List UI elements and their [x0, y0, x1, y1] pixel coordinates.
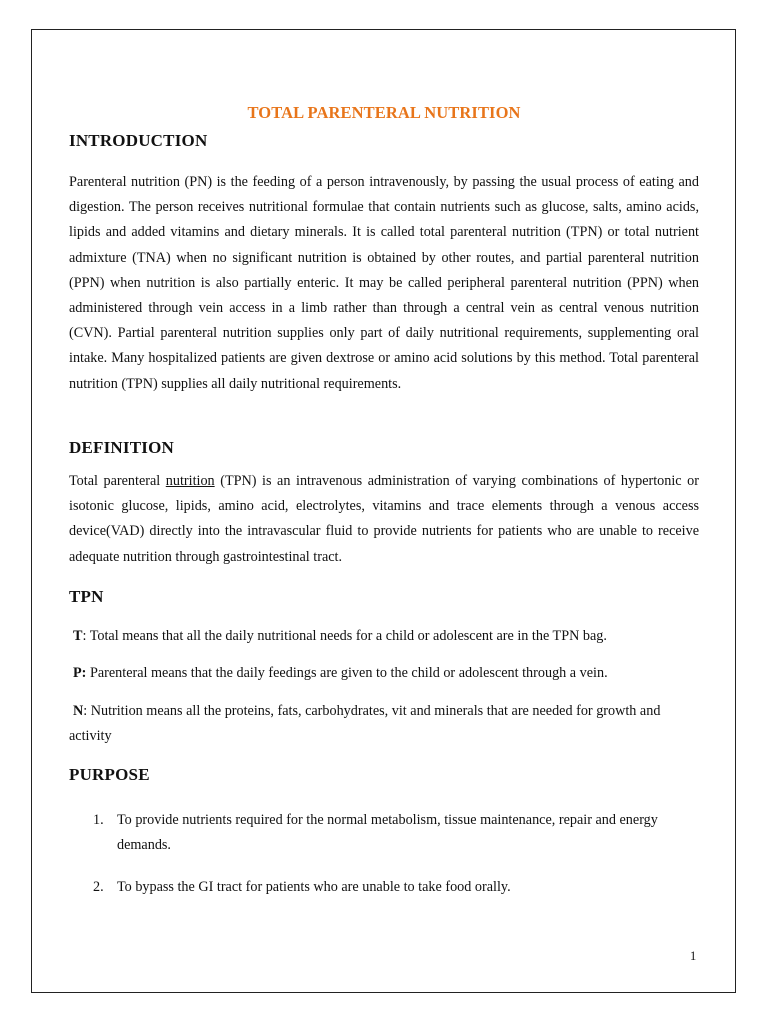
tpn-letter: N [73, 703, 84, 719]
list-item-text: To bypass the GI tract for patients who are unable to take food orally. [117, 879, 511, 895]
tpn-letter: P: [73, 665, 87, 681]
tpn-item-text: : Total means that all the daily nutritional needs for a child or adolescent are in the TPN bag. [82, 628, 607, 644]
tpn-item-p [69, 661, 703, 686]
tpn-item-t [69, 624, 703, 649]
introduction-paragraph: Parenteral nutrition (PN) is the feeding of a person intravenously, by passing the usual process of eating and digestion. The person receives nutritional formulae that contain nutrients such as glucose, salts, amino acids, lipids and added vitamins and dietary minerals. It is called total parenteral nutrition (TPN) or total nutrient admixture (TNA) when no significant nutrition is obtained by other routes, and partial parenteral nutrition (PPN) when nutrition is also partially enteric. It may be called peripheral parenteral nutrition (PPN) when administered through vein access in a limb rather than through a central vein as central venous nutrition (CVN). Partial parenteral nutrition supplies only part of daily nutritional requirements, supplementing oral intake. Many hospitalized patients are given dextrose or amino acid solutions by this method. Total parenteral nutrition (TPN) supplies all daily nutritional requirements. [69, 174, 699, 392]
purpose-list [69, 808, 699, 900]
introduction-heading: INTRODUCTION [69, 131, 208, 150]
definition-underlined-word: nutrition [165, 473, 215, 489]
definition-paragraph [69, 469, 699, 570]
definition-heading: DEFINITION [69, 438, 174, 457]
list-item-number: 1. [93, 812, 104, 828]
list-item-number: 2. [93, 879, 104, 895]
tpn-letter: T [73, 628, 83, 644]
purpose-heading: PURPOSE [69, 765, 150, 784]
tpn-item-text: : Nutrition means all the proteins, fats, carbohydrates, vit and minerals that are needed for growth and activity [69, 703, 661, 745]
list-item-text: To provide nutrients required for the normal metabolism, tissue maintenance, repair and energy demands. [117, 812, 658, 853]
document-title: TOTAL PARENTERAL NUTRITION [247, 103, 521, 122]
definition-text-after: (TPN) is an intravenous administration of varying combinations of hypertonic or isotonic glucose, lipids, amino acid, electrolytes, vitamins and trace elements through a venous access device(VAD) directly into the intravascular fluid to provide nutrients for patients who are unable to receive adequate nutrition through gastrointestinal tract. [69, 473, 699, 565]
list-item [69, 808, 699, 858]
page-number: 1 [690, 949, 697, 963]
list-item [69, 875, 699, 900]
definition-text-before: Total parenteral [69, 473, 166, 489]
tpn-heading: TPN [69, 587, 104, 606]
tpn-item-n [69, 699, 699, 749]
tpn-item-text: Parenteral means that the daily feedings are given to the child or adolescent through a vein. [86, 665, 608, 681]
